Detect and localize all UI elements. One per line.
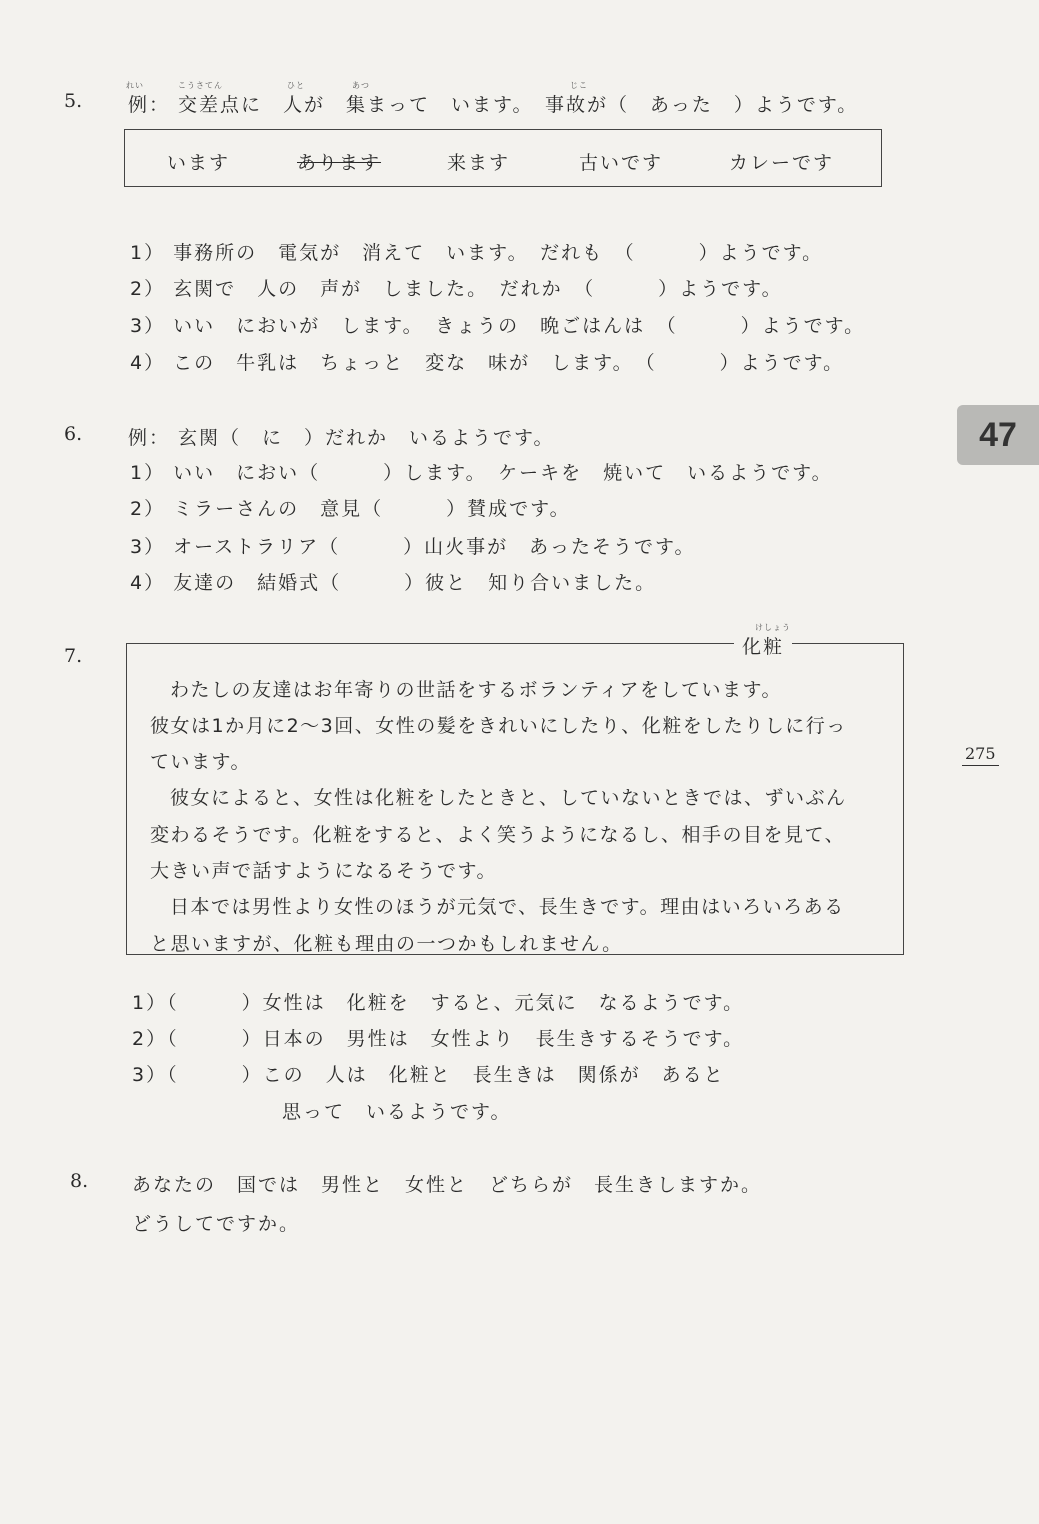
example-furigana-jiko: じこ bbox=[570, 81, 588, 90]
word-choice-1: います bbox=[167, 152, 231, 174]
passage-line-7: 日本では男性より女性のほうが元気で、長生きです。理由はいろいろある bbox=[170, 896, 845, 918]
question-8-number: 8. bbox=[70, 1170, 89, 1192]
word-choice-5: カレーです bbox=[729, 152, 835, 174]
question-7-item-3: 3）（ ）この 人は 化粧と 長生きは 関係が あると bbox=[132, 1064, 725, 1086]
question-6-number: 6. bbox=[64, 423, 83, 445]
passage-title-furigana: けしょう bbox=[755, 623, 791, 632]
passage-line-5: 変わるそうです。化粧をすると、よく笑うようになるし、相手の目を見て、 bbox=[150, 824, 846, 846]
passage-line-2: 彼女は1か月に2〜3回、女性の髪をきれいにしたり、化粧をしたりしに行っ bbox=[150, 715, 847, 737]
question-8-line-1: あなたの 国では 男性と 女性と どちらが 長生きしますか。 bbox=[132, 1174, 763, 1196]
chapter-tab: 47 bbox=[957, 405, 1039, 465]
question-7-item-3-continued: 思って いるようです。 bbox=[282, 1101, 512, 1123]
passage-line-3: ています。 bbox=[150, 751, 251, 773]
passage-title: 化粧 bbox=[734, 632, 792, 659]
page-number: 275 bbox=[962, 744, 999, 766]
passage-line-1: わたしの友達はお年寄りの世話をするボランティアをしています。 bbox=[170, 679, 782, 701]
question-6-item-3: 3） オーストラリア（ ）山火事が あったそうです。 bbox=[130, 536, 696, 558]
question-5-item-3: 3） いい においが します。 きょうの 晩ごはんは （ ）ようです。 bbox=[130, 315, 866, 337]
word-choice-box bbox=[124, 129, 882, 187]
question-7-item-1: 1）（ ）女性は 化粧を すると、元気に なるようです。 bbox=[132, 992, 745, 1014]
example-furigana-atsu: あつ bbox=[352, 81, 370, 90]
example-furigana-hito: ひと bbox=[287, 81, 305, 90]
question-5-example: 例： 交差点に 人が 集まって います。 事故が（ あった ）ようです。 bbox=[128, 94, 859, 116]
example-furigana-kousaten: こうさてん bbox=[178, 81, 223, 90]
question-6-item-1: 1） いい におい（ ）します。 ケーキを 焼いて いるようです。 bbox=[130, 462, 833, 484]
question-5-item-2: 2） 玄関で 人の 声が しました。 だれか （ ）ようです。 bbox=[130, 278, 783, 300]
question-5-item-1: 1） 事務所の 電気が 消えて います。 だれも （ ）ようです。 bbox=[130, 242, 824, 264]
example-furigana-rei: れい bbox=[126, 81, 144, 90]
passage-line-4: 彼女によると、女性は化粧をしたときと、していないときでは、ずいぶん bbox=[170, 787, 847, 809]
question-6-item-4: 4） 友達の 結婚式（ ）彼と 知り合いました。 bbox=[130, 572, 657, 594]
question-7-number: 7. bbox=[64, 645, 83, 667]
passage-line-8: と思いますが、化粧も理由の一つかもしれません。 bbox=[150, 933, 623, 955]
question-6-item-2: 2） ミラーさんの 意見（ ）賛成です。 bbox=[130, 498, 571, 520]
passage-line-6: 大きい声で話すようになるそうです。 bbox=[150, 860, 497, 882]
question-7-item-2: 2）（ ）日本の 男性は 女性より 長生きするそうです。 bbox=[132, 1028, 745, 1050]
word-choice-2-struck: あります bbox=[297, 152, 382, 174]
question-8-line-2: どうしてですか。 bbox=[132, 1213, 301, 1235]
question-5-item-4: 4） この 牛乳は ちょっと 変な 味が します。 （ ）ようです。 bbox=[130, 352, 845, 374]
word-choice-3: 来ます bbox=[447, 152, 511, 174]
word-choice-4: 古いです bbox=[579, 152, 664, 174]
question-6-example: 例： 玄関（ に ）だれか いるようです。 bbox=[128, 427, 555, 449]
question-5-number: 5. bbox=[64, 90, 83, 112]
